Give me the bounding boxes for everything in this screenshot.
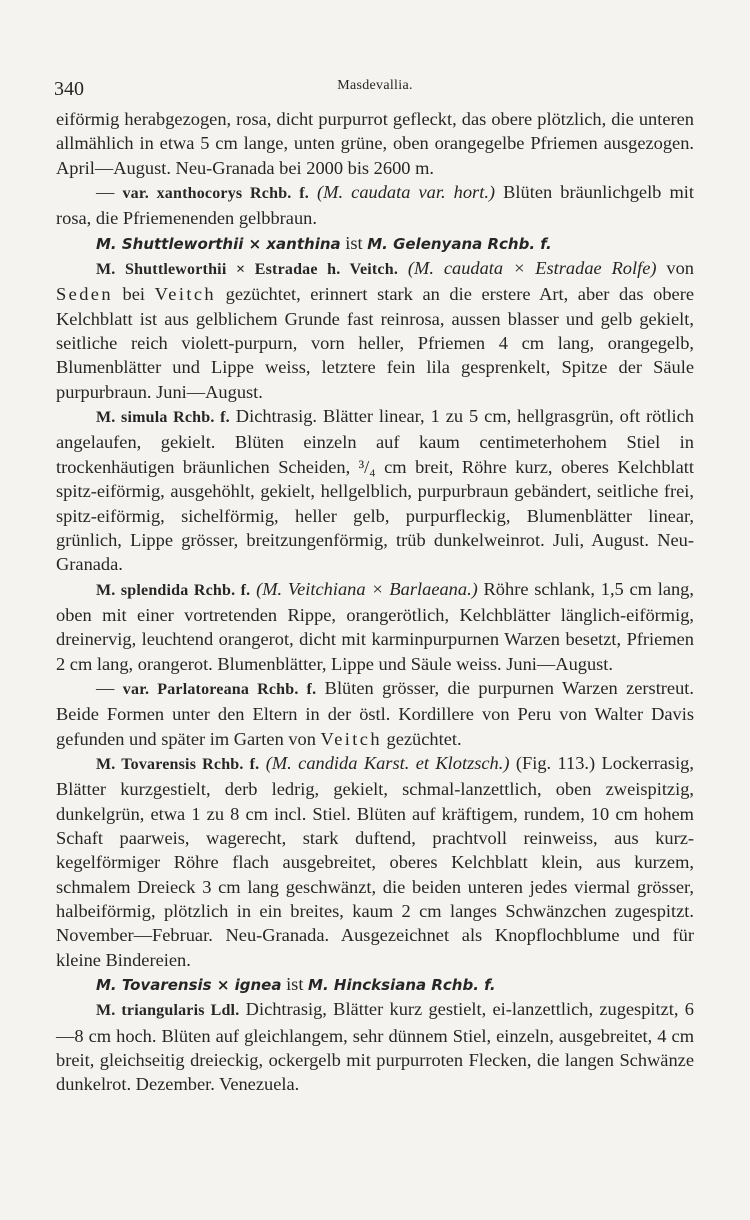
variety-name: var. xanthocorys Rchb. f.: [122, 185, 309, 203]
synonym: (M. Veitchiana × Barlaeana.): [256, 578, 478, 599]
em-dash: —: [96, 677, 115, 698]
hybrid-name: M. Tovarensis × ignea: [96, 976, 282, 995]
entry-shuttleworthii-estradae: [56, 256, 694, 404]
page-number: 340: [54, 78, 84, 100]
entry-text: gezüchtet.: [381, 728, 462, 749]
entry-text: von: [656, 258, 694, 279]
running-title: Masdevallia.: [337, 78, 413, 93]
entry-text: Dichtrasig, Blätter kurz gestielt, ei-lanzettlich, zugespitzt, 6—8 cm hoch. Blüten auf gleichlangem, sehr dünnem Stiel, einzeln, ausgebreitet, 4 cm breit, gleichseitig dreieckig, ockergelb mit purpurroten Flecken, die langen Schwänze dunkelrot. Dezember. Venezuela.: [56, 999, 694, 1095]
person-name: Veitch: [154, 284, 217, 305]
page-body: [56, 107, 694, 1097]
hybrid-note-shuttleworthii: [56, 231, 694, 256]
entry-splendida: [56, 577, 694, 676]
species-name: M. triangularis Ldl.: [96, 1002, 240, 1020]
hybrid-equivalent: M. Hincksiana Rchb. f.: [308, 976, 496, 995]
hybrid-name: M. Shuttleworthii × xanthina: [96, 234, 341, 253]
entry-tovarensis: [56, 751, 694, 972]
hybrid-equivalent: M. Gelenyana Rchb. f.: [367, 234, 552, 253]
person-name: Veitch: [320, 728, 382, 749]
paragraph-continuation: [56, 107, 694, 180]
connector-text: ist: [281, 974, 309, 995]
entry-text: Blüten bräunlichgelb mit rosa, die Pfriemenenden gelbbraun.: [56, 182, 694, 229]
entry-simula: [56, 404, 694, 576]
entry-xanthocorys: [56, 180, 694, 231]
synonym: (M. caudata × Estradae Rolfe): [407, 258, 657, 279]
synonym: (M. caudata var. hort.): [317, 182, 496, 203]
species-name: M. splendida Rchb. f.: [96, 581, 251, 599]
entry-text: Röhre schlank, 1,5 cm lang, oben mit einer vortretenden Rippe, orangerötlich, Kelchblätter länglich-eiförmig, dreinervig, leuchtend orangerot, dicht mit karminpurpurnen Warzen besetzt, Pfriemen 2 cm lang, orangerot. Blumenblätter, Lippe und Säule weiss. Juni—August.: [56, 578, 694, 674]
entry-parlatoreana: [56, 676, 694, 751]
synonym: (M. candida Karst. et Klotzsch.): [265, 752, 510, 773]
connector-text: ist: [340, 232, 368, 253]
species-name: M. Shuttleworthii × Estradae h. Veitch.: [96, 261, 399, 279]
entry-text: (Fig. 113.) Lockerrasig, Blätter kurzgestielt, derb ledrig, gekielt, schmal-lanzettlich, oben zweispitzig, dunkelgrün, etwa 1 zu 8 cm incl. Stiel. Blüten auf kräftigem, rundem, 10 cm hohem Schaft paarweis, wagerecht, stark duftend, prachtvoll reinweiss, aus kurz-kegelförmiger Röhre flach ausgebreitet, oberes Kelchblatt klein, aus kurzem, schmalem Dreieck 3 cm lang geschwänzt, die beiden unteren jedes viermal grösser, halbeiförmig, plötzlich in ein breites, kaum 2 cm langes Schwänzchen zugespitzt. November—Februar. Neu-Granada. Ausgezeichnet als Knopflochblume und für kleine Bindereien.: [56, 752, 694, 970]
person-name: Seden: [56, 284, 113, 305]
entry-text: Dichtrasig. Blätter linear, 1 zu 5 cm, hellgrasgrün, oft rötlich angelaufen, gekielt. Blüten einzeln auf kaum centimeterhohem Stiel in trockenhäutigen bräunlichen Scheiden, ³/₄ cm breit, Röhre kurz, oberes Kelchblatt spitz-eiförmig, ausgehöhlt, gekielt, hellgelblich, purpurbraun gebändert, seitliche frei, spitz-eiförmig, sichelförmig, heller gelb, purpurfleckig, Blumenblätter linear, grünlich, Lippe grösser, breitzungenförmig, trüb dunkelweinrot. Juli, August. Neu-Granada.: [56, 406, 694, 575]
em-dash: —: [96, 182, 115, 203]
hybrid-note-tovarensis: [56, 972, 694, 997]
entry-text: Blüten grösser, die purpurnen Warzen zerstreut. Beide Formen unter den Eltern in der östl. Kordillere von Peru von Walter Davis gefunden und später im Garten von: [56, 677, 694, 749]
entry-text: bei: [112, 284, 155, 305]
entry-triangularis: [56, 997, 694, 1096]
variety-name: var. Parlatoreana Rchb. f.: [122, 680, 317, 698]
entry-text: gezüchtet, erinnert stark an die erstere Art, aber das obere Kelchblatt ist aus gelblichem Grunde fast reinrosa, aussen blasser und gelb gekielt, seitliche reich violett-purpurn, vorn heller, Pfriemen 4 cm lang, orangegelb, Blumenblätter und Lippe weiss, letztere fein lila gesprenkelt, Spitze der Säule purpurbraun. Juni—August.: [56, 284, 694, 402]
species-name: M. Tovarensis Rchb. f.: [96, 755, 260, 773]
paragraph-text: eiförmig herabgezogen, rosa, dicht purpurrot gefleckt, das obere plötzlich, die unteren allmählich in etwa 5 cm lange, unten grüne, oben orangegelbe Pfriemen ausgezogen. April—August. Neu-Granada bei 2000 bis 2600 m.: [56, 109, 694, 178]
species-name: M. simula Rchb. f.: [96, 409, 230, 427]
